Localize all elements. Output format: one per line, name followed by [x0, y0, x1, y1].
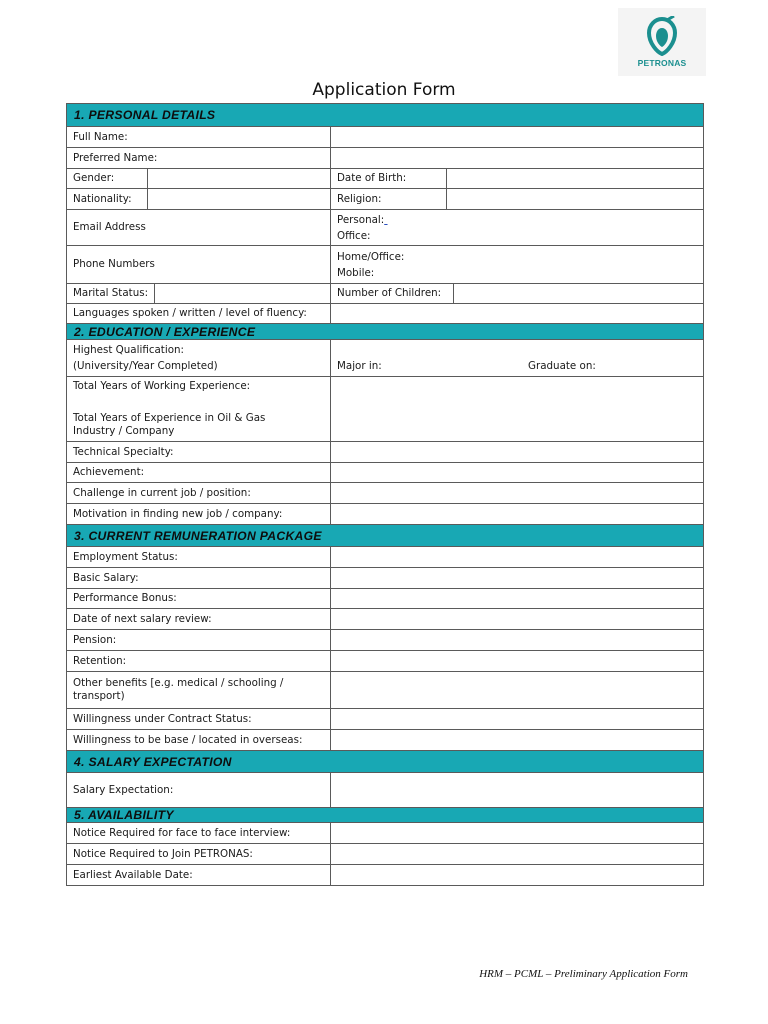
gender-field[interactable] — [148, 169, 330, 188]
field-label: Salary Expectation: — [73, 783, 174, 796]
section-heading-remuneration: 3. CURRENT REMUNERATION PACKAGE — [67, 524, 703, 546]
achievement-field[interactable] — [331, 463, 703, 482]
form-row-gender — [67, 168, 703, 188]
field-label: Achievement: — [73, 466, 145, 478]
form-row-overseas — [67, 729, 703, 750]
email-personal-label: Personal: — [337, 213, 385, 226]
full-name-field[interactable] — [331, 127, 703, 147]
section-heading-salary: 4. SALARY EXPECTATION — [67, 750, 703, 772]
nationality-field[interactable] — [148, 189, 330, 209]
section-heading-availability: 5. AVAILABILITY — [67, 807, 703, 822]
notice-join-field[interactable] — [331, 844, 703, 864]
field-label — [67, 377, 330, 441]
major-label: Major in: — [337, 360, 382, 372]
graduate-label: Graduate on: — [528, 360, 596, 372]
date-of-birth-field[interactable] — [447, 169, 703, 188]
field-label: Number of Children: — [337, 287, 442, 299]
form-row-experience — [67, 376, 703, 441]
earliest-date-field[interactable] — [331, 865, 703, 885]
retention-field[interactable] — [331, 651, 703, 671]
phone-field[interactable] — [331, 246, 703, 283]
form-row-email — [67, 209, 703, 245]
field-label: Full Name: — [73, 130, 128, 143]
field-label: Performance Bonus: — [73, 592, 177, 604]
section-heading-education: 2. EDUCATION / EXPERIENCE — [67, 323, 703, 339]
form-row-next-review — [67, 608, 703, 629]
languages-field[interactable] — [331, 304, 703, 323]
form-row-preferred-name — [67, 147, 703, 168]
form-row-contract — [67, 708, 703, 729]
field-label: Challenge in current job / position: — [73, 486, 251, 499]
field-label: Religion: — [337, 192, 382, 205]
field-label: Other benefits [e.g. medical / schooling / transport) — [73, 677, 284, 702]
field-label: Basic Salary: — [73, 571, 139, 584]
field-label: Pension: — [73, 633, 117, 646]
petronas-logo — [618, 8, 706, 76]
section-heading-personal: 1. PERSONAL DETAILS — [67, 103, 703, 126]
notice-interview-field[interactable] — [331, 823, 703, 843]
form-row-motivation — [67, 503, 703, 524]
form-row-marital — [67, 283, 703, 303]
form-row-retention — [67, 650, 703, 671]
field-label: Gender: — [73, 172, 115, 184]
page-footer: HRM – PCML – Preliminary Application Form — [479, 968, 688, 980]
email-personal-link[interactable] — [384, 214, 387, 226]
field-label: Preferred Name: — [73, 151, 158, 164]
field-label: Languages spoken / written / level of fluency: — [73, 307, 307, 319]
pension-field[interactable] — [331, 630, 703, 650]
oil-gas-label: Total Years of Experience in Oil & Gas Industry / Company — [73, 412, 266, 437]
form-row-basic-salary — [67, 567, 703, 588]
challenge-field[interactable] — [331, 483, 703, 503]
logo-wordmark: PETRONAS — [637, 58, 687, 68]
qualification-field[interactable] — [331, 340, 703, 376]
field-label — [67, 340, 330, 376]
next-review-field[interactable] — [331, 609, 703, 629]
overseas-field[interactable] — [331, 730, 703, 750]
field-label: Phone Numbers — [73, 258, 155, 270]
field-label: Earliest Available Date: — [73, 868, 193, 881]
field-label: Nationality: — [73, 192, 132, 205]
field-label: Technical Specialty: — [73, 445, 174, 458]
form-row-full-name — [67, 126, 703, 147]
qualification-label: Highest Qualification: — [73, 344, 184, 356]
page-title: Application Form — [312, 80, 456, 100]
form-row-salary-expectation — [67, 772, 703, 807]
phone-home-office-label: Home/Office: — [337, 250, 405, 263]
form-row-pension — [67, 629, 703, 650]
field-label: Notice Required to Join PETRONAS: — [73, 847, 253, 860]
field-label: Motivation in finding new job / company: — [73, 507, 283, 520]
form-row-notice-interview — [67, 822, 703, 843]
religion-field[interactable] — [447, 189, 703, 209]
employment-status-field[interactable] — [331, 547, 703, 567]
form-row-qualification — [67, 339, 703, 376]
field-label: Willingness to be base / located in overseas: — [73, 733, 303, 746]
experience-field[interactable] — [331, 377, 703, 441]
application-form-table — [66, 103, 704, 886]
preferred-name-field[interactable] — [331, 148, 703, 168]
contract-field[interactable] — [331, 709, 703, 729]
total-years-label: Total Years of Working Experience: — [73, 380, 251, 392]
qualification-sublabel: (University/Year Completed) — [73, 360, 218, 372]
form-row-employment — [67, 546, 703, 567]
other-benefits-field[interactable] — [331, 672, 703, 708]
technical-field[interactable] — [331, 442, 703, 462]
email-field[interactable] — [331, 210, 703, 245]
email-office-label: Office: — [337, 229, 371, 242]
form-row-nationality — [67, 188, 703, 209]
children-field[interactable] — [454, 284, 703, 303]
bonus-field[interactable] — [331, 589, 703, 608]
field-label: Notice Required for face to face interview: — [73, 826, 291, 839]
form-row-languages — [67, 303, 703, 323]
field-label: Retention: — [73, 654, 127, 667]
form-row-bonus — [67, 588, 703, 608]
motivation-field[interactable] — [331, 504, 703, 524]
form-row-technical — [67, 441, 703, 462]
field-label: Email Address — [73, 221, 146, 233]
field-label: Willingness under Contract Status: — [73, 712, 252, 725]
field-label: Date of next salary review: — [73, 612, 212, 625]
basic-salary-field[interactable] — [331, 568, 703, 588]
field-label: Date of Birth: — [337, 172, 407, 184]
field-label: Marital Status: — [73, 287, 149, 299]
form-row-phone — [67, 245, 703, 283]
salary-expectation-field[interactable] — [331, 773, 703, 807]
form-row-earliest — [67, 864, 703, 885]
phone-mobile-label: Mobile: — [337, 266, 375, 279]
form-row-challenge — [67, 482, 703, 503]
petronas-emblem-icon — [645, 16, 679, 56]
form-row-other-benefits — [67, 671, 703, 708]
field-label: Employment Status: — [73, 550, 178, 563]
form-row-achievement — [67, 462, 703, 482]
form-row-notice-join — [67, 843, 703, 864]
marital-status-field[interactable] — [155, 284, 330, 303]
